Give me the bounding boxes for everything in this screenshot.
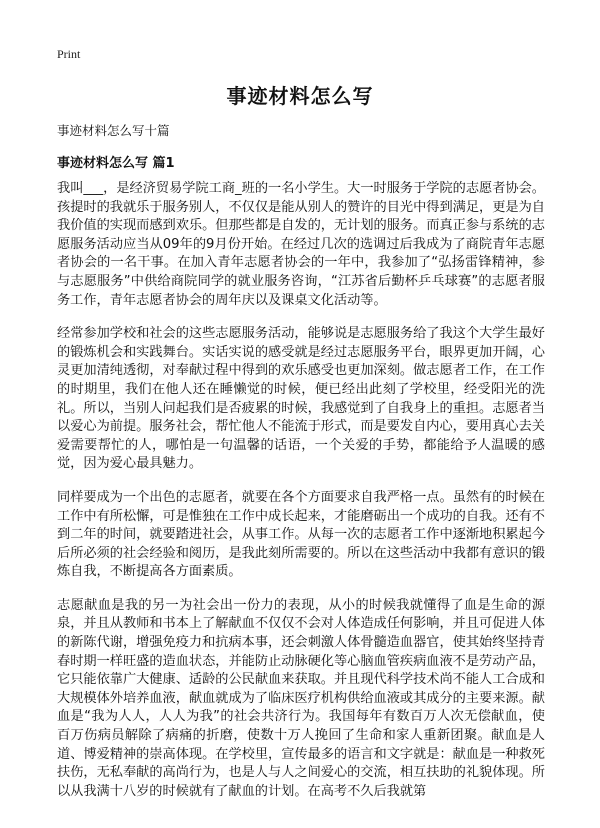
document-body (57, 180, 545, 816)
document-subtitle: 事迹材料怎么写十篇 (57, 123, 170, 138)
paragraph: 我叫___，是经济贸易学院工商_班的一名小学生。大一时服务于学院的志愿者协会。孩提时的我就乐于服务别人，不仅仅是能从别人的赞许的目光中得到满足，更是为自我价值的实现而感到欢乐。但那些都是自发的，无计划的服务。而真正参与系统的志愿服务活动应当从09年的9月份开始。在经过几次的选调过后我成为了商院青年志愿者协会的一名干事。在加入青年志愿者协会的一年中，我参加了“弘扬雷锋精神，参与志愿服务”中供给商院同学的就业服务咨询，“江苏省后勤杯乒乓球赛”的志愿者服务工作，青年志愿者协会的周年庆以及课桌文化活动等。 (57, 181, 545, 308)
paragraph: 同样要成为一个出色的志愿者，就要在各个方面要求自我严格一点。虽然有的时候在工作中有所松懈，可是惟独在工作中成长起来，才能磨砺出一个成功的自我。还有不到二年的时间，就要踏进社会，从事工作。从每一次的志愿者工作中逐渐地积累起今后所必须的社会经验和阅历，是我此刻所需要的。所以在这些活动中我都有意识的锻炼自我，不断提高各方面素质。 (57, 489, 545, 580)
paragraph: 志愿献血是我的另一为社会出一份力的表现，从小的时候我就懂得了血是生命的源泉，并且从教师和书本上了解献血不仅仅不会对人体造成任何影响，并且可促进人体的新陈代谢，增强免疫力和抗病本事，还会刺激人体骨髓造血器官，使其始终坚持青春时期一样旺盛的造血状态，并能防止动脉硬化等心脑血管疾病血液不是劳动产品，它只能依靠广大健康、适龄的公民献血来获取。并且现代科学技术尚不能人工合成和大规模体外培养血液，献血就成为了临床医疗机构供给血液或其成分的主要来源。献血是“我为人人，人人为我”的社会共济行为。我国每年有数百万人次无偿献血，使百万伤病员解除了病痛的折磨，使数十万人挽回了生命和家人重新团聚。献血是人道、博爱精神的崇高体现。在学校里，宣传最多的语言和文字就是：献血是一种救死扶伤，无私奉献的高尚行为，也是人与人之间爱心的交流，相互扶助的礼貌体现。所以从我满十八岁的时候就有了献血的计划。在高考不久后我就第 (57, 597, 545, 799)
print-link[interactable]: Print (57, 47, 81, 61)
paragraph: 经常参加学校和社会的这些志愿服务活动，能够说是志愿服务给了我这个大学生最好的锻炼机会和实践舞台。实话实说的感受就是经过志愿服务平台，眼界更加开阔，心灵更加清纯透彻，对奉献过程中得到的欢乐感受也更加深刻。做志愿者工作，在工作的时期里，我们在他人还在睡懒觉的时候，便已经出此刻了学校里，经受阳光的洗礼。所以，当别人问起我们是否疲累的时候，我感觉到了自我身上的重担。志愿者当以爱心为前提。服务社会，帮忙他人不能流于形式，而是要发自内心，要用真心去关爱需要帮忙的人，哪怕是一句温馨的话语，一个关爱的手势，都能给予人温暖的感觉，因为爱心最具魅力。 (57, 326, 545, 472)
section-heading: 事迹材料怎么写 篇1 (57, 156, 175, 171)
page-title: 事迹材料怎么写 (226, 84, 374, 108)
